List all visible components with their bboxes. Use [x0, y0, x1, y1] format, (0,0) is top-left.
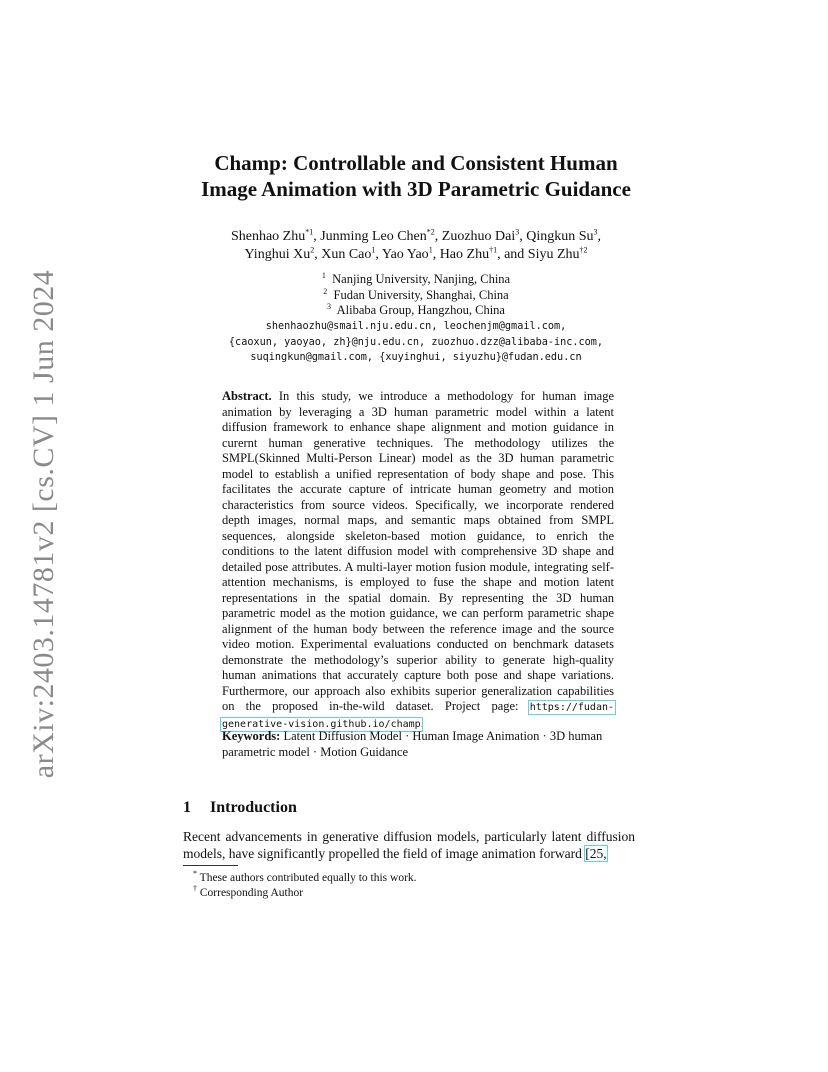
section-number: 1	[183, 799, 191, 816]
affiliation-text: Nanjing University, Nanjing, China	[332, 272, 511, 286]
intro-paragraph	[183, 828, 635, 862]
email-line: suqingkun@gmail.com, {xuyinghui, siyuzhu}@fudan.edu.cn	[250, 352, 582, 363]
project-page-link[interactable]: https://fudan-generative-vision.github.io/champ	[222, 702, 615, 730]
keywords	[222, 729, 614, 760]
abstract	[222, 389, 614, 732]
footnote-mark: *	[193, 869, 197, 879]
footnote-item	[193, 871, 417, 886]
affiliation-item	[150, 272, 682, 288]
author-mark: *1	[305, 227, 314, 237]
author-mark: 3	[593, 227, 598, 237]
author-line-2: Yinghui Xu$^2$, Xun Cao$^1$, Yao Yao$^1$, Hao Zhu$^{\dagger 1}$, and Siyu Zhu$^{\dagger 2}$	[244, 245, 588, 262]
author-mark: 1	[371, 245, 376, 255]
keywords-text: Latent Diffusion Model · Human Image Animation · 3D human parametric model · Motion Guidance	[222, 729, 603, 759]
email-line: shenhaozhu@smail.nju.edu.cn, leochenjm@gmail.com,	[265, 321, 567, 332]
affiliation-number: 2	[323, 286, 328, 296]
author-name: Zuozhuo Dai	[441, 229, 516, 244]
abstract-text: In this study, we introduce a methodology for human image animation by leveraging a 3D human parametric model within a latent diffusion framework to enhance shape alignment and motion guidance in curernt human generative techniques. The methodology utilizes the SMPL(Skinned Multi-Person Linear) model as the 3D human parametric model to establish a unified representation of body shape and pose. This facilitates the accurate capture of intricate human geometry and motion characteristics from source videos. Specifically, we incorporate rendered depth images, normal maps, and semantic maps obtained from SMPL sequences, alongside skeleton-based motion guidance, to enrich the conditions to the latent diffusion model with comprehensive 3D shape and detailed pose attributes. A multi-layer motion fusion module, integrating self-attention mechanisms, is employed to fuse the shape and motion latent representations in the spatial domain. By representing the 3D human parametric model as the motion guidance, we can perform parametric shape alignment of the human body between the reference image and the source video motion. Experimental evaluations conducted on benchmark datasets demonstrate the methodology’s superior ability to generate high-quality human animations that accurately capture both pose and shape variations. Furthermore, our approach also exhibits superior generalization capabilities on the proposed in-the-wild dataset.	[222, 389, 615, 713]
intro-text: Recent advancements in generative diffusion models, particularly latent diffusion models, have significantly propelled the field of image animation forward	[183, 829, 635, 861]
author-name: Xun Cao	[321, 247, 372, 262]
title-line-2: Image Animation with 3D Parametric Guidance	[201, 177, 631, 201]
footnotes	[193, 871, 417, 901]
author-mark: 3	[515, 227, 520, 237]
affiliation-number: 3	[327, 301, 332, 311]
paper-title	[150, 150, 682, 202]
author-list	[150, 228, 682, 264]
affiliation-text: Alibaba Group, Hangzhou, China	[336, 303, 505, 317]
author-name: Shenhao Zhu	[230, 229, 306, 244]
author-mark: †2	[579, 245, 588, 255]
section-title: Introduction	[210, 799, 297, 816]
project-page-end: .	[420, 715, 424, 730]
citation-link[interactable]: [25,	[585, 846, 607, 861]
footnote-item	[193, 886, 417, 901]
footnote-rule	[183, 865, 238, 866]
author-mark: 1	[428, 245, 433, 255]
email-line: {caoxun, yaoyao, zh}@nju.edu.cn, zuozhuo.dzz@alibaba-inc.com,	[228, 336, 604, 348]
author-name: Qingkun Su	[526, 229, 594, 244]
footnote-text: Corresponding Author	[199, 887, 304, 899]
author-name: Junming Leo Chen	[320, 229, 427, 244]
author-mark: *2	[426, 227, 435, 237]
abstract-label: Abstract.	[222, 389, 272, 403]
title-line-1: Champ: Controllable and Consistent Human	[214, 151, 618, 175]
affiliation-item	[150, 288, 682, 304]
author-name: Siyu Zhu	[527, 247, 580, 262]
author-name: Yinghui Xu	[244, 247, 311, 262]
author-mark: 2	[310, 245, 315, 255]
keywords-label: Keywords:	[222, 729, 281, 743]
affiliations	[150, 272, 682, 319]
author-name: Yao Yao	[381, 247, 429, 262]
affiliation-number: 1	[321, 270, 326, 280]
author-line-1: Shenhao Zhu$^{*1}$, Junming Leo Chen$^{*2}$, Zuozhuo Dai$^3$, Qingkun Su$^3$,	[230, 227, 602, 244]
section-heading	[183, 799, 297, 817]
project-page-label: Project page:	[444, 699, 519, 713]
affiliation-text: Fudan University, Shanghai, China	[333, 287, 509, 302]
footnote-text: These authors contributed equally to this work.	[199, 872, 417, 884]
author-mark: †1	[489, 245, 498, 255]
arxiv-sidebar	[20, 269, 68, 779]
arxiv-identifier: arXiv:2403.14781v2 [cs.CV] 1 Jun 2024	[27, 269, 60, 779]
affiliation-item	[150, 303, 682, 319]
footnote-mark: †	[193, 884, 197, 894]
author-name: Hao Zhu	[439, 247, 490, 262]
author-emails	[150, 319, 682, 366]
